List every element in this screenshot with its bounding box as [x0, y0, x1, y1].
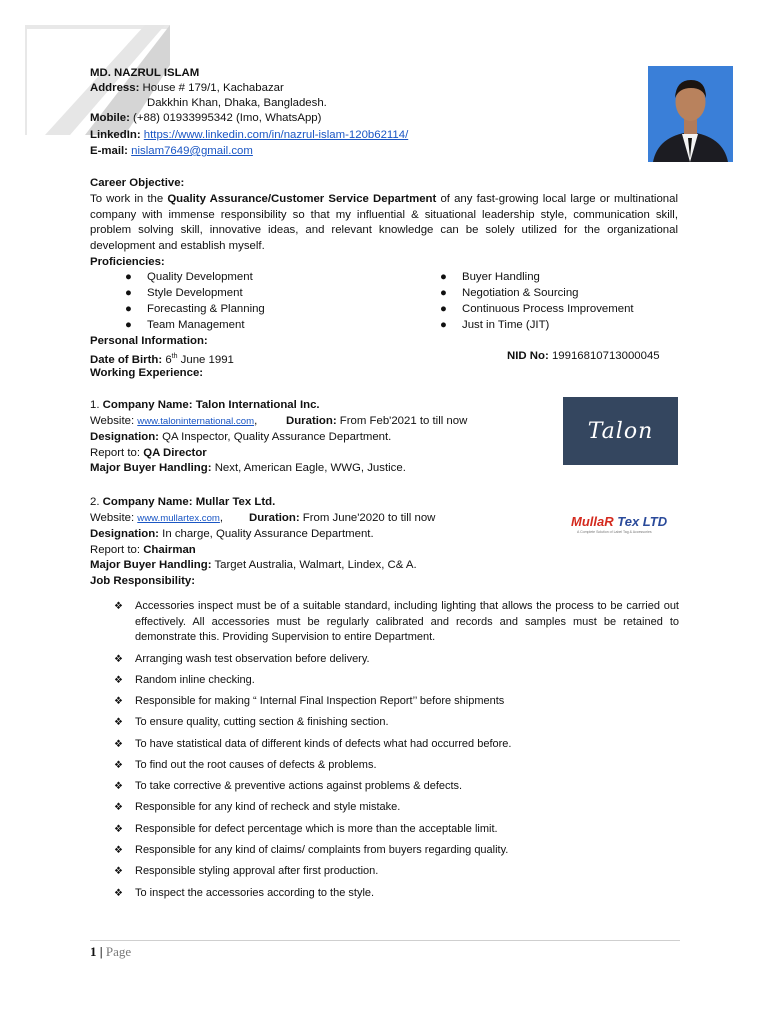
job1-designation-label: Designation: — [90, 431, 159, 443]
job1-website-label: Website: — [90, 415, 135, 427]
linkedin-label: LinkedIn: — [90, 129, 141, 141]
responsibility-text: Responsible for any kind of recheck and style mistake. — [135, 801, 401, 813]
dob-label: Date of Birth: — [90, 353, 163, 366]
job2-buyer-line — [90, 558, 417, 573]
responsibility-text: To find out the root causes of defects & problems. — [135, 759, 377, 771]
page-separator: | — [99, 944, 103, 959]
responsibility-text: To take corrective & preventive actions against problems & defects. — [135, 780, 463, 792]
job2-designation-line — [90, 527, 374, 542]
proficiency-label: Team Management — [147, 319, 245, 331]
email-link[interactable]: nislam7649@gmail.com — [131, 145, 253, 157]
responsibility-text: To have statistical data of different kinds of defects what had occurred before. — [135, 738, 512, 750]
job1-buyer-label: Major Buyer Handling: — [90, 462, 212, 474]
proficiency-label: Just in Time (JIT) — [462, 319, 550, 331]
job1-website-line — [90, 414, 257, 429]
linkedin-link[interactable]: https://www.linkedin.com/in/nazrul-islam-120b62114/ — [143, 129, 409, 141]
job2-number: 2. — [90, 496, 100, 508]
mobile-value: (+88) 01933995342 (Imo, WhatsApp) — [133, 112, 322, 124]
diamond-bullet-icon: ❖ — [114, 696, 123, 707]
personal-heading: Personal Information: — [90, 335, 208, 347]
proficiency-label: Continuous Process Improvement — [462, 303, 634, 315]
job2-duration: From June'2020 to till now — [302, 512, 436, 524]
candidate-name: MD. NAZRUL ISLAM — [90, 67, 200, 79]
diamond-bullet-icon: ❖ — [114, 760, 123, 771]
job2-duration-line — [249, 511, 435, 526]
career-text-1: To work in the — [90, 193, 168, 205]
job1-duration: From Feb'2021 to till now — [339, 415, 468, 427]
responsibility-text: Random inline checking. — [135, 674, 255, 686]
talon-logo — [563, 397, 678, 465]
responsibility-text: Responsible for any kind of claims/ complaints from buyers regarding quality. — [135, 844, 509, 856]
nid-value: 19916810713000045 — [551, 350, 660, 362]
responsibility-text: To ensure quality, cutting section & finishing section. — [135, 716, 389, 728]
responsibility-heading: Job Responsibility: — [90, 575, 196, 587]
diamond-bullet-icon: ❖ — [114, 802, 123, 813]
email-label: E-mail: — [90, 145, 128, 157]
job2-report: Chairman — [143, 544, 196, 556]
job1-company-name: Talon International Inc. — [195, 399, 320, 411]
diamond-bullet-icon: ❖ — [114, 888, 123, 899]
experience-heading: Working Experience: — [90, 367, 204, 379]
diamond-bullet-icon: ❖ — [114, 781, 123, 792]
job1-report-line — [90, 446, 207, 461]
talon-logo-text: Talon — [587, 418, 654, 444]
job2-buyer-label: Major Buyer Handling: — [90, 559, 212, 571]
job1-duration-label: Duration: — [286, 415, 337, 427]
bullet-icon: ● — [125, 271, 132, 283]
proficiency-label: Quality Development — [147, 271, 253, 283]
address-line-1 — [90, 81, 284, 96]
diamond-bullet-icon: ❖ — [114, 824, 123, 835]
proficiency-label: Buyer Handling — [462, 271, 540, 283]
job2-website-comma: , — [219, 512, 224, 524]
proficiency-label: Style Development — [147, 287, 243, 299]
responsibility-text: Responsible styling approval after first production. — [135, 865, 379, 877]
job2-website-line — [90, 511, 223, 526]
job1-buyer-line — [90, 461, 406, 476]
job1-report-label: Report to: — [90, 447, 141, 459]
bullet-icon: ● — [125, 287, 132, 299]
responsibility-text: Responsible for defect percentage which is more than the acceptable limit. — [135, 823, 498, 835]
diamond-bullet-icon: ❖ — [114, 739, 123, 750]
bullet-icon: ● — [440, 319, 447, 331]
job2-company-line — [90, 495, 275, 510]
mobile-label: Mobile: — [90, 112, 130, 124]
diamond-bullet-icon: ❖ — [114, 717, 123, 728]
bullet-icon: ● — [125, 319, 132, 331]
mullartex-logo — [567, 506, 679, 540]
dob-line — [90, 349, 234, 368]
bullet-icon: ● — [440, 303, 447, 315]
footer-divider — [90, 940, 680, 941]
diamond-bullet-icon: ❖ — [114, 654, 123, 665]
diamond-bullet-icon: ❖ — [114, 845, 123, 856]
job1-report: QA Director — [143, 447, 207, 459]
bullet-icon: ● — [125, 303, 132, 315]
job2-designation: In charge, Quality Assurance Department. — [162, 528, 374, 540]
job2-buyer: Target Australia, Walmart, Lindex, C& A. — [214, 559, 417, 571]
job2-report-label: Report to: — [90, 544, 141, 556]
nid-line — [507, 349, 660, 364]
job2-company-name: Mullar Tex Ltd. — [195, 496, 276, 508]
mullartex-logo-b: Tex LTD — [617, 514, 668, 529]
job1-designation-line — [90, 430, 391, 445]
linkedin-line — [90, 128, 408, 143]
job2-report-line — [90, 543, 196, 558]
address-value: House # 179/1, Kachabazar — [142, 82, 284, 94]
job1-buyer: Next, American Eagle, WWG, Justice. — [214, 462, 406, 474]
dob-day: 6 — [165, 353, 172, 366]
proficiency-label: Negotiation & Sourcing — [462, 287, 579, 299]
job2-company-label: Company Name: — [102, 496, 193, 508]
address-line-2: Dakkhin Khan, Dhaka, Bangladesh. — [147, 97, 327, 109]
career-text-2: of any fast-growing local large or multinational company with immense responsibility so that my influential & situational leadership style, communication skill, problem solving skill, innovative ideas, and relevant knowledge can be solely utilized for the organizational development and establish myself. — [90, 193, 678, 252]
dob-rest: June 1991 — [177, 353, 234, 366]
responsibility-text: To inspect the accessories according to the style. — [135, 887, 375, 899]
job1-website-comma: , — [254, 415, 258, 427]
responsibility-text: Responsible for making “ Internal Final Inspection Report’’ before shipments — [135, 695, 505, 707]
job1-duration-line — [286, 414, 467, 429]
diamond-bullet-icon: ❖ — [114, 675, 123, 686]
page-label: Page — [105, 944, 132, 959]
nid-label: NID No: — [507, 350, 549, 362]
job2-website-link[interactable]: www.mullartex.com — [137, 513, 220, 524]
page-footer — [90, 944, 131, 960]
proficiency-label: Forecasting & Planning — [147, 303, 265, 315]
diamond-bullet-icon: ❖ — [114, 601, 123, 612]
career-heading: Career Objective: — [90, 177, 185, 189]
profile-photo — [648, 66, 733, 162]
responsibility-text: Arranging wash test observation before delivery. — [135, 653, 370, 665]
bullet-icon: ● — [440, 287, 447, 299]
career-paragraph — [90, 192, 678, 254]
mullartex-logo-a: MullaR — [571, 514, 614, 529]
mullartex-logo-wordmark — [571, 514, 667, 529]
responsibility-item — [114, 599, 679, 646]
email-line — [90, 144, 253, 159]
mullartex-logo-tagline: A Complete Solution of Label Tag & Accessories — [577, 530, 652, 534]
dob-suffix: th — [171, 353, 178, 360]
job1-number: 1. — [90, 399, 100, 411]
job2-website-label: Website: — [90, 512, 135, 524]
job1-website-link[interactable]: www.taloninternational.com — [137, 416, 255, 427]
responsibility-text: Accessories inspect must be of a suitable standard, including lighting that allows the process to be carried out effectively. All accessories must be regularly calibrated and records and samples must be retained to demonstrate this. Providing Supervision to entire Department. — [135, 600, 679, 644]
job1-designation: QA Inspector, Quality Assurance Department. — [162, 431, 392, 443]
diamond-bullet-icon: ❖ — [114, 866, 123, 877]
mobile-line — [90, 111, 321, 126]
job2-duration-label: Duration: — [249, 512, 300, 524]
career-dept: Quality Assurance/Customer Service Department — [167, 193, 437, 205]
job2-designation-label: Designation: — [90, 528, 159, 540]
bullet-icon: ● — [440, 271, 447, 283]
proficiencies-heading: Proficiencies: — [90, 256, 165, 268]
address-label: Address: — [90, 82, 140, 94]
job1-company-label: Company Name: — [102, 399, 193, 411]
job1-company-line — [90, 398, 320, 413]
page-number: 1 — [90, 944, 97, 959]
